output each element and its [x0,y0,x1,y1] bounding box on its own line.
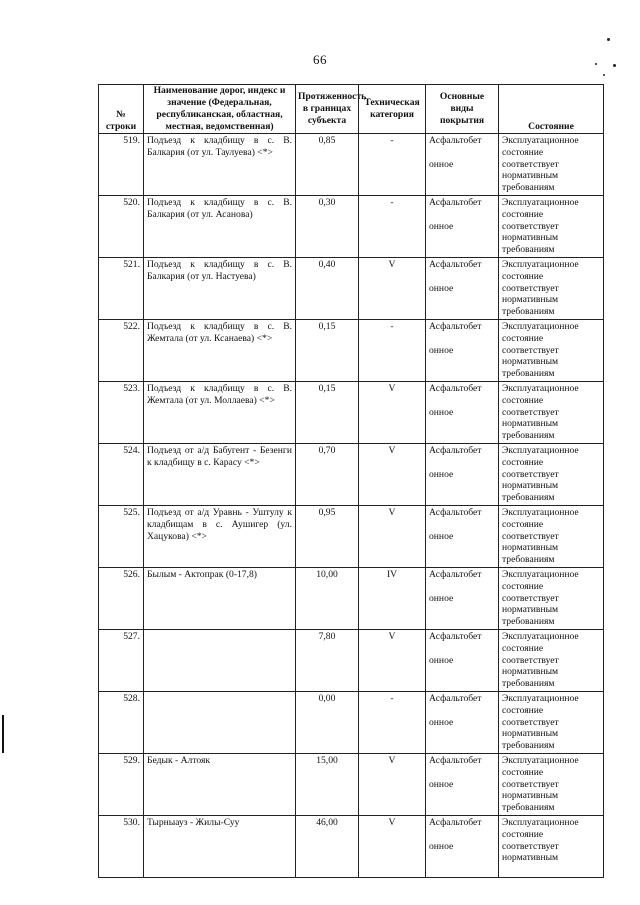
surface-cell [426,506,499,568]
header-state: Состояние [499,85,604,134]
category-cell: - [359,692,426,754]
surface-text-line1: Асфальтобет [429,507,482,518]
category-cell: V [359,754,426,816]
surface-text-line1: Асфальтобет [429,445,482,456]
surface-cell [426,382,499,444]
scan-margin-mark [2,715,4,753]
state-cell: Эксплуатационное состояние соответствует нормативным [499,816,604,878]
state-cell: Эксплуатационное состояние соответствует нормативным требованиям [499,506,604,568]
row-number-cell: 521. [99,258,144,320]
road-name-cell: Тырныауз - Жилы-Суу [144,816,296,878]
surface-text-line2: онное [429,840,454,852]
road-name-cell: Подъезд к кладбищу в с. В. Балкария (от ул. Таулуева) <*> [144,134,296,196]
surface-text-line1: Асфальтобет [429,693,482,704]
surface-text-line1: Асфальтобет [429,197,482,208]
surface-text-line2: онное [429,282,454,294]
state-cell: Эксплуатационное состояние соответствует нормативным требованиям [499,258,604,320]
table-row [99,568,604,630]
length-cell: 10,00 [296,568,359,630]
state-cell: Эксплуатационное состояние соответствует нормативным требованиям [499,444,604,506]
surface-text-line2: онное [429,220,454,232]
table-row [99,134,604,196]
table-row [99,382,604,444]
surface-cell [426,320,499,382]
category-cell: - [359,196,426,258]
surface-cell [426,444,499,506]
roads-table [98,84,604,878]
surface-text-line2: онное [429,716,454,728]
row-number-cell: 526. [99,568,144,630]
road-name-cell [144,692,296,754]
road-name-cell: Подъезд к кладбищу в с. В. Жемтала (от ул. Ксанаева) <*> [144,320,296,382]
length-cell: 0,95 [296,506,359,568]
length-cell: 15,00 [296,754,359,816]
row-number-cell: 519. [99,134,144,196]
header-road-name: Наименование дорог, индекс и значение (Федеральная, республиканская, областная, местная, ведомственная) [144,85,296,134]
surface-text-line1: Асфальтобет [429,135,482,146]
state-cell: Эксплуатационное состояние соответствует нормативным требованиям [499,320,604,382]
row-number-cell: 523. [99,382,144,444]
table-header-row [99,85,604,134]
road-name-cell: Подъезд от а/д Уравнь - Уштулу к кладбищам в с. Аушигер (ул. Хацукова) <*> [144,506,296,568]
road-name-cell: Подъезд к кладбищу в с. В. Балкария (от ул. Настуева) [144,258,296,320]
category-cell: V [359,444,426,506]
scan-speck [603,74,605,76]
surface-text-line2: онное [429,654,454,666]
surface-text-line1: Асфальтобет [429,631,482,642]
header-row-number: № строки [99,85,144,134]
surface-text-line2: онное [429,344,454,356]
scan-speck [613,64,616,67]
road-name-cell: Былым - Актопрак (0-17,8) [144,568,296,630]
state-cell: Эксплуатационное состояние соответствует нормативным требованиям [499,692,604,754]
table-row [99,444,604,506]
category-cell: - [359,320,426,382]
surface-text-line1: Асфальтобет [429,569,482,580]
state-cell: Эксплуатационное состояние соответствует нормативным требованиям [499,568,604,630]
surface-text-line2: онное [429,406,454,418]
table-row [99,506,604,568]
surface-cell [426,196,499,258]
row-number-cell: 524. [99,444,144,506]
surface-cell [426,692,499,754]
row-number-cell: 522. [99,320,144,382]
header-length: Протяженность в границах субъекта [296,85,359,134]
table-row [99,320,604,382]
row-number-cell: 520. [99,196,144,258]
table-row [99,196,604,258]
row-number-cell: 527. [99,630,144,692]
state-cell: Эксплуатационное состояние соответствует нормативным требованиям [499,382,604,444]
road-name-cell: Подъезд к кладбищу в с. В. Балкария (от ул. Асанова) [144,196,296,258]
surface-cell [426,258,499,320]
road-name-cell: Бедык - Алтояк [144,754,296,816]
table-row [99,816,604,878]
surface-text-line1: Асфальтобет [429,383,482,394]
header-surface: Основные виды покрытия [426,85,499,134]
state-cell: Эксплуатационное состояние соответствует нормативным требованиям [499,196,604,258]
road-name-cell: Подъезд к кладбищу в с. В. Жемтала (от ул. Моллаева) <*> [144,382,296,444]
length-cell: 0,85 [296,134,359,196]
scan-speck [595,63,597,65]
road-name-cell: Подъезд от а/д Бабугент - Безенги к кладбищу в с. Карасу <*> [144,444,296,506]
row-number-cell: 528. [99,692,144,754]
surface-text-line1: Асфальтобет [429,259,482,270]
surface-text-line2: онное [429,158,454,170]
category-cell: V [359,506,426,568]
table-row [99,258,604,320]
surface-text-line1: Асфальтобет [429,321,482,332]
length-cell: 46,00 [296,816,359,878]
row-number-cell: 529. [99,754,144,816]
table-row [99,692,604,754]
row-number-cell: 530. [99,816,144,878]
state-cell: Эксплуатационное состояние соответствует нормативным требованиям [499,134,604,196]
state-cell: Эксплуатационное состояние соответствует нормативным требованиям [499,630,604,692]
surface-text-line2: онное [429,468,454,480]
surface-text-line2: онное [429,778,454,790]
surface-cell [426,134,499,196]
length-cell: 7,80 [296,630,359,692]
length-cell: 0,15 [296,320,359,382]
surface-cell [426,568,499,630]
surface-cell [426,630,499,692]
state-cell: Эксплуатационное состояние соответствует нормативным требованиям [499,754,604,816]
surface-cell [426,816,499,878]
category-cell: V [359,258,426,320]
table-row [99,630,604,692]
category-cell: V [359,630,426,692]
length-cell: 0,70 [296,444,359,506]
page-number: 66 [313,52,327,67]
row-number-cell: 525. [99,506,144,568]
category-cell: IV [359,568,426,630]
header-category: Техническая категория [359,85,426,134]
surface-text-line1: Асфальтобет [429,817,482,828]
scan-speck [607,38,610,41]
road-name-cell [144,630,296,692]
surface-text-line1: Асфальтобет [429,755,482,766]
category-cell: - [359,134,426,196]
surface-cell [426,754,499,816]
surface-text-line2: онное [429,530,454,542]
surface-text-line2: онное [429,592,454,604]
category-cell: V [359,382,426,444]
length-cell: 0,00 [296,692,359,754]
length-cell: 0,15 [296,382,359,444]
table-row [99,754,604,816]
length-cell: 0,30 [296,196,359,258]
length-cell: 0,40 [296,258,359,320]
category-cell: V [359,816,426,878]
